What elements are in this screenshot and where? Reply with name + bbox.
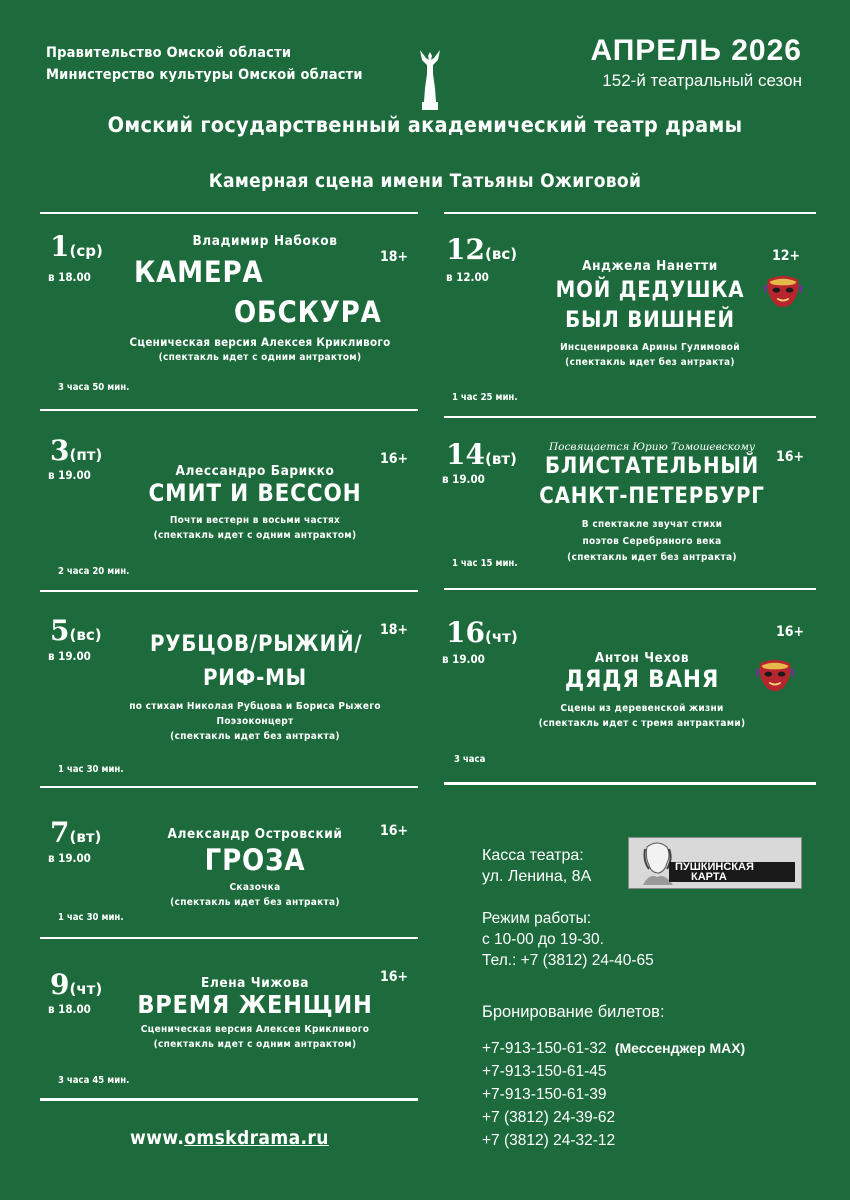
- age-rating: 18+: [380, 249, 409, 265]
- event-title: ВРЕМЯ ЖЕНЩИН: [137, 990, 373, 1019]
- event-date: 14(вт): [446, 438, 517, 471]
- messenger-note: (Мессенджер MAX): [614, 1040, 746, 1056]
- website-link[interactable]: www.omskdrama.ru: [130, 1127, 329, 1149]
- event-title: ГРОЗА: [204, 843, 306, 877]
- divider: [40, 590, 418, 592]
- divider: [40, 212, 418, 214]
- age-rating: 16+: [380, 451, 409, 467]
- event-duration: 3 часа 45 мин.: [58, 1075, 130, 1086]
- divider: [444, 416, 816, 418]
- event-time: в 19.00: [48, 851, 91, 865]
- box-office-phone: Тел.: +7 (3812) 24-40-65: [482, 952, 654, 969]
- event-date: 1(ср): [50, 230, 103, 263]
- month-title: АПРЕЛЬ 2026: [590, 34, 802, 67]
- event-author: Елена Чижова: [200, 975, 310, 991]
- working-hours: [482, 908, 654, 971]
- event-date: 9(чт): [50, 968, 103, 1001]
- age-rating: 16+: [776, 449, 805, 465]
- event-title: ДЯДЯ ВАНЯ: [564, 665, 720, 693]
- divider: [40, 409, 418, 411]
- booking-phone: +7-913-150-61-39: [482, 1086, 607, 1103]
- event-title-line: РУБЦОВ/РЫЖИЙ/: [150, 632, 363, 657]
- age-rating: 16+: [380, 823, 409, 839]
- event-notes: Сказочка (спектакль идет без антракта): [170, 882, 340, 908]
- event-author: Александр Островский: [167, 826, 343, 842]
- hours-value: с 10-00 до 19-30.: [482, 931, 604, 948]
- statue-icon: [414, 48, 446, 112]
- event-date: 12(вс): [446, 233, 518, 266]
- divider: [40, 786, 418, 788]
- theatre-name: Омский государственный академический театр драмы: [107, 113, 743, 138]
- event-date: 5(вс): [50, 614, 102, 647]
- event-time: в 12.00: [446, 270, 489, 284]
- event-dedication: Посвящается Юрию Томошевскому: [548, 441, 756, 453]
- event-author: Владимир Набоков: [192, 233, 338, 249]
- event-duration: 1 час 30 мин.: [58, 764, 124, 775]
- theatre-mask-icon: [756, 658, 794, 694]
- event-duration: 3 часа 50 мин.: [58, 382, 130, 393]
- box-office-label: Касса театра:: [482, 847, 584, 864]
- booking-phone: +7-913-150-61-32 (Мессенджер MAX): [482, 1040, 746, 1057]
- pushkin-card-logo: [628, 837, 802, 889]
- age-rating: 16+: [380, 969, 409, 985]
- age-rating: 16+: [776, 624, 805, 640]
- event-title-line: ОБСКУРА: [234, 295, 382, 329]
- event-duration: 1 час 30 мин.: [58, 912, 124, 923]
- event-notes: Почти вестерн в восьми частях (спектакль идет с одним антрактом): [153, 515, 357, 541]
- event-author: Алессандро Барикко: [175, 463, 335, 479]
- event-duration: 2 часа 20 мин.: [58, 566, 130, 577]
- event-time: в 19.00: [442, 652, 485, 666]
- ministry-line1: Правительство Омской области: [46, 45, 292, 61]
- event-author: Анджела Нанетти: [582, 258, 718, 274]
- divider: [444, 588, 816, 590]
- event-author: Антон Чехов: [594, 650, 690, 666]
- event-notes: по стихам Николая Рубцова и Бориса Рыжего Поэзоконцерт (спектакль идет без антракта): [129, 701, 381, 742]
- divider: [40, 1098, 418, 1101]
- event-duration: 3 часа: [454, 754, 486, 765]
- event-title: СМИТ И ВЕССОН: [148, 479, 362, 507]
- season-subtitle: 152-й театральный сезон: [602, 71, 802, 90]
- event-time: в 19.00: [48, 649, 91, 663]
- booking-phone: +7-913-150-61-45: [482, 1063, 607, 1080]
- event-time: в 19.00: [48, 468, 91, 482]
- booking-phone: +7 (3812) 24-32-12: [482, 1132, 616, 1149]
- divider: [444, 782, 816, 785]
- event-notes: В спектакле звучат стихи поэтов Серебряного века (спектакль идет без антракта): [567, 519, 737, 563]
- box-office-address: ул. Ленина, 8А: [482, 868, 592, 885]
- event-time: в 19.00: [442, 472, 485, 486]
- pushkin-card-text: ПУШКИНСКАЯ КАРТА: [669, 862, 795, 882]
- hours-label: Режим работы:: [482, 910, 592, 927]
- event-time: в 18.00: [48, 270, 91, 284]
- event-notes: Сценическая версия Алексея Крикливого (спектакль идет с одним антрактом): [140, 1024, 370, 1050]
- age-rating: 12+: [772, 248, 801, 264]
- ministry-line2: Министерство культуры Омской области: [46, 67, 363, 83]
- event-date: 16(чт): [446, 616, 518, 649]
- event-date: 3(пт): [50, 434, 103, 467]
- event-title-line: КАМЕРА: [134, 255, 264, 289]
- ministry-block: [46, 42, 363, 86]
- booking-phone: +7 (3812) 24-39-62: [482, 1109, 616, 1126]
- event-notes: Инсценировка Арины Гулимовой (спектакль идет без антракта): [560, 342, 740, 368]
- box-office: [482, 845, 591, 887]
- event-title: МОЙ ДЕДУШКА БЫЛ ВИШНЕЙ: [555, 278, 745, 333]
- divider: [40, 937, 418, 939]
- booking-label: Бронирование билетов:: [482, 1003, 665, 1021]
- event-duration: 1 час 25 мин.: [452, 392, 518, 403]
- booking: [482, 1002, 745, 1152]
- event-title-line: РИФ-МЫ: [203, 666, 307, 691]
- stage-name: Камерная сцена имени Татьяны Ожиговой: [208, 170, 642, 192]
- event-notes: Сцены из деревенской жизни (спектакль идет с тремя антрактами): [538, 703, 746, 729]
- event-date: 7(вт): [50, 816, 102, 849]
- age-rating: 18+: [380, 622, 409, 638]
- event-title: БЛИСТАТЕЛЬНЫЙ САНКТ-ПЕТЕРБУРГ: [539, 454, 765, 509]
- divider: [444, 212, 816, 214]
- theatre-mask-icon: [764, 274, 802, 310]
- event-duration: 1 час 15 мин.: [452, 558, 518, 569]
- event-notes: Сценическая версия Алексея Крикливого (спектакль идет с одним антрактом): [129, 335, 391, 363]
- event-time: в 18.00: [48, 1002, 91, 1016]
